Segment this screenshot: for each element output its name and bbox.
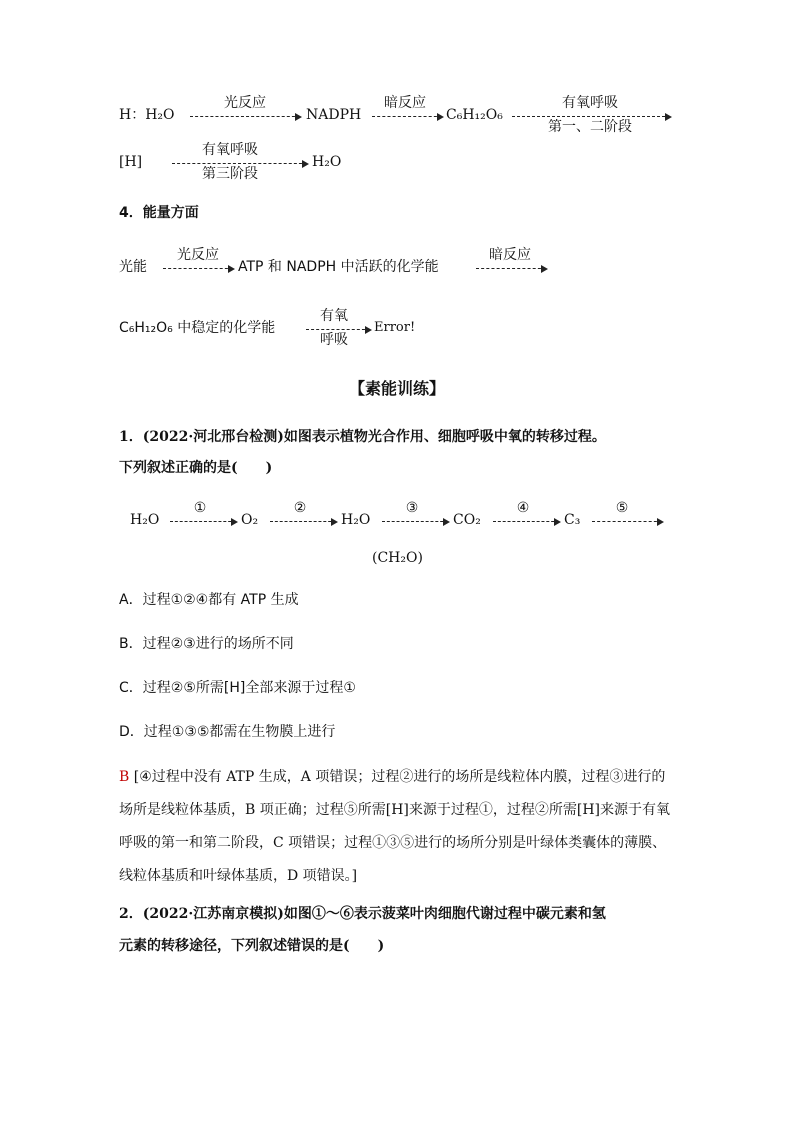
- arrow-icon: [163, 268, 233, 270]
- chain-tail: (CH₂O): [372, 550, 423, 566]
- chain-step-label: ①: [193, 500, 207, 516]
- training-heading: 【素能训练】: [348, 379, 445, 398]
- arrow-label-bottom: 呼吸: [320, 332, 348, 348]
- chain-step-label: ③: [405, 500, 419, 516]
- chain-step-label: ④: [516, 500, 530, 516]
- arrow-label-top: 有氧呼吸: [562, 95, 618, 111]
- energy-error: Error!: [374, 320, 416, 335]
- arrow-icon: [493, 521, 559, 523]
- q1-stem-line-2: 下列叙述正确的是( ): [119, 460, 273, 476]
- q1-answer-text: [④过程中没有 ATP 生成，A 项错误；过程②进行的场所是线粒体内膜，过程③进行的场所是线粒体基质，B 项正确；过程⑤所需[H]来源于过程①，过程②所需[H]来源于有氧呼吸的第一和第二阶段，C 项错误；过程①③⑤进行的场所分别是叶绿体类囊体的薄膜、线粒体基质和叶绿体基质，D 项错误。]: [119, 769, 671, 884]
- energy-start: 光能: [119, 259, 147, 275]
- q1-option-b: B．过程②③进行的场所不同: [119, 636, 294, 652]
- h-glucose: C₆H₁₂O₆: [446, 107, 503, 123]
- arrow-label-dark-reaction: 暗反应: [489, 247, 531, 263]
- arrow-icon: [170, 521, 236, 523]
- q2-stem-line-2: 元素的转移途径，下列叙述错误的是( ): [119, 938, 385, 954]
- q1-answer-letter: B: [119, 769, 130, 785]
- h-start: H：H₂O: [119, 107, 175, 123]
- energy-stable-chem: C₆H₁₂O₆ 中稳定的化学能: [119, 320, 276, 336]
- arrow-icon: [592, 521, 662, 523]
- arrow-label-light-reaction: 光反应: [224, 95, 266, 111]
- q2-stem-line-1: 2．(2022·江苏南京模拟)如图①～⑥表示菠菜叶肉细胞代谢过程中碳元素和氢: [119, 906, 606, 922]
- q1-option-a: A．过程①②④都有 ATP 生成: [119, 592, 299, 608]
- arrow-icon: [382, 521, 448, 523]
- q1-option-d: D．过程①③⑤都需在生物膜上进行: [119, 724, 336, 740]
- chain-step-label: ⑤: [615, 500, 629, 516]
- chain-step-label: ②: [293, 500, 307, 516]
- arrow-icon: [270, 521, 336, 523]
- chain-node: H₂O: [341, 512, 371, 528]
- arrow-icon: [476, 268, 546, 270]
- arrow-label-top: 有氧呼吸: [202, 142, 258, 158]
- chain-node: CO₂: [453, 512, 481, 528]
- chain-node: O₂: [241, 512, 259, 528]
- h-nadph: NADPH: [306, 107, 362, 123]
- chain-node: C₃: [564, 512, 581, 528]
- arrow-label-bottom: 第三阶段: [202, 166, 258, 182]
- arrow-label-light-reaction: 光反应: [177, 247, 219, 263]
- arrow-label-dark-reaction: 暗反应: [384, 95, 426, 111]
- energy-heading: 4．能量方面: [119, 205, 199, 221]
- arrow-icon: [372, 116, 442, 118]
- energy-active-chem: ATP 和 NADPH 中活跃的化学能: [238, 259, 439, 275]
- arrow-label-bottom: 第一、二阶段: [548, 119, 632, 135]
- h-water-end: H₂O: [312, 154, 342, 170]
- h-start-2: [H]: [119, 154, 143, 170]
- q1-option-c: C．过程②⑤所需[H]全部来源于过程①: [119, 680, 356, 696]
- q1-answer-explanation: [119, 761, 679, 893]
- arrow-label-top: 有氧: [320, 308, 348, 324]
- arrow-icon: [190, 116, 300, 118]
- q1-stem-line-1: 1．(2022·河北邢台检测)如图表示植物光合作用、细胞呼吸中氧的转移过程。: [119, 429, 606, 445]
- chain-node: H₂O: [130, 512, 160, 528]
